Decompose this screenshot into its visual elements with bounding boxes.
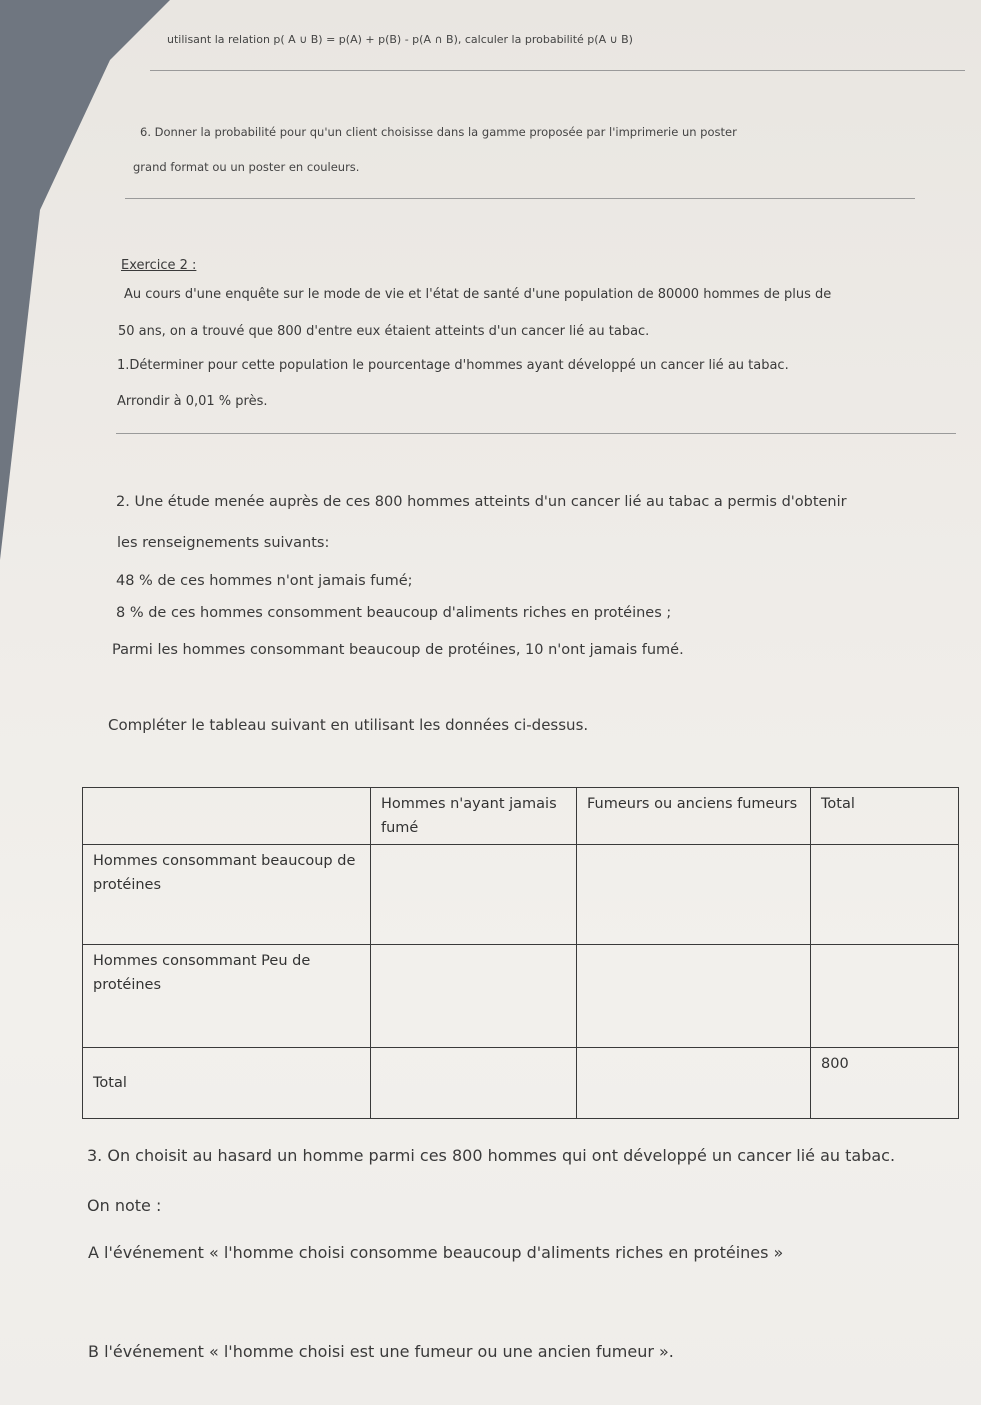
question-1-line-1: 1.Déterminer pour cette population le pourcentage d'hommes ayant développé un cancer lié au tabac. — [117, 358, 789, 373]
fact-protein-never-smoked: Parmi les hommes consommant beaucoup de protéines, 10 n'ont jamais fumé. — [112, 642, 684, 658]
header-smokers: Fumeurs ou anciens fumeurs — [577, 788, 811, 845]
fact-never-smoked: 48 % de ces hommes n'ont jamais fumé; — [116, 573, 413, 589]
intro-line-1: Au cours d'une enquête sur le mode de vie et l'état de santé d'une population de 80000 hommes de plus de — [124, 287, 832, 302]
event-b: B l'événement « l'homme choisi est une fumeur ou une ancien fumeur ». — [88, 1342, 674, 1361]
cell-high-protein-smokers[interactable] — [577, 845, 811, 945]
row-total-label: Total — [83, 1048, 371, 1119]
cell-grand-total: 800 — [811, 1048, 959, 1119]
question-2-line-1: 2. Une étude menée auprès de ces 800 hommes atteints d'un cancer lié au tabac a permis d'obtenir — [116, 494, 847, 510]
exercise-title: Exercice 2 : — [121, 258, 197, 273]
header-never-smoked: Hommes n'ayant jamais fumé — [371, 788, 577, 845]
answer-line — [116, 433, 956, 434]
row-low-protein-label: Hommes consommant Peu de protéines — [83, 945, 371, 1048]
question-3: 3. On choisit au hasard un homme parmi ces 800 hommes qui ont développé un cancer lié au tabac. — [87, 1146, 896, 1165]
cell-low-protein-never-smoked[interactable] — [371, 945, 577, 1048]
header-total: Total — [811, 788, 959, 845]
row-high-protein-label: Hommes consommant beaucoup de protéines — [83, 845, 371, 945]
cell-low-protein-total[interactable] — [811, 945, 959, 1048]
cell-total-smokers[interactable] — [577, 1048, 811, 1119]
question-1-line-2: Arrondir à 0,01 % près. — [117, 394, 268, 409]
question-6-line-2: grand format ou un poster en couleurs. — [133, 160, 360, 174]
question-6-line-1: 6. Donner la probabilité pour qu'un client choisisse dans la gamme proposée par l'imprimerie un poster — [140, 125, 737, 139]
answer-line — [150, 70, 965, 71]
event-a: A l'événement « l'homme choisi consomme beaucoup d'aliments riches en protéines » — [88, 1243, 784, 1262]
cell-total-never-smoked[interactable] — [371, 1048, 577, 1119]
question-2-line-2: les renseignements suivants: — [117, 535, 330, 551]
cell-high-protein-total[interactable] — [811, 845, 959, 945]
intro-line-2: 50 ans, on a trouvé que 800 d'entre eux étaient atteints d'un cancer lié au tabac. — [118, 324, 650, 339]
union-question: utilisant la relation p( A ∪ B) = p(A) + p(B) - p(A ∩ B), calculer la probabilité p(A ∪ B) — [167, 33, 633, 46]
table-instruction: Compléter le tableau suivant en utilisant les données ci-dessus. — [108, 716, 589, 734]
answer-line — [125, 198, 915, 199]
note-label: On note : — [87, 1196, 162, 1215]
cell-low-protein-smokers[interactable] — [577, 945, 811, 1048]
data-table — [82, 787, 959, 1119]
table-corner-cell — [83, 788, 371, 845]
cell-high-protein-never-smoked[interactable] — [371, 845, 577, 945]
fact-high-protein: 8 % de ces hommes consomment beaucoup d'aliments riches en protéines ; — [116, 605, 672, 621]
